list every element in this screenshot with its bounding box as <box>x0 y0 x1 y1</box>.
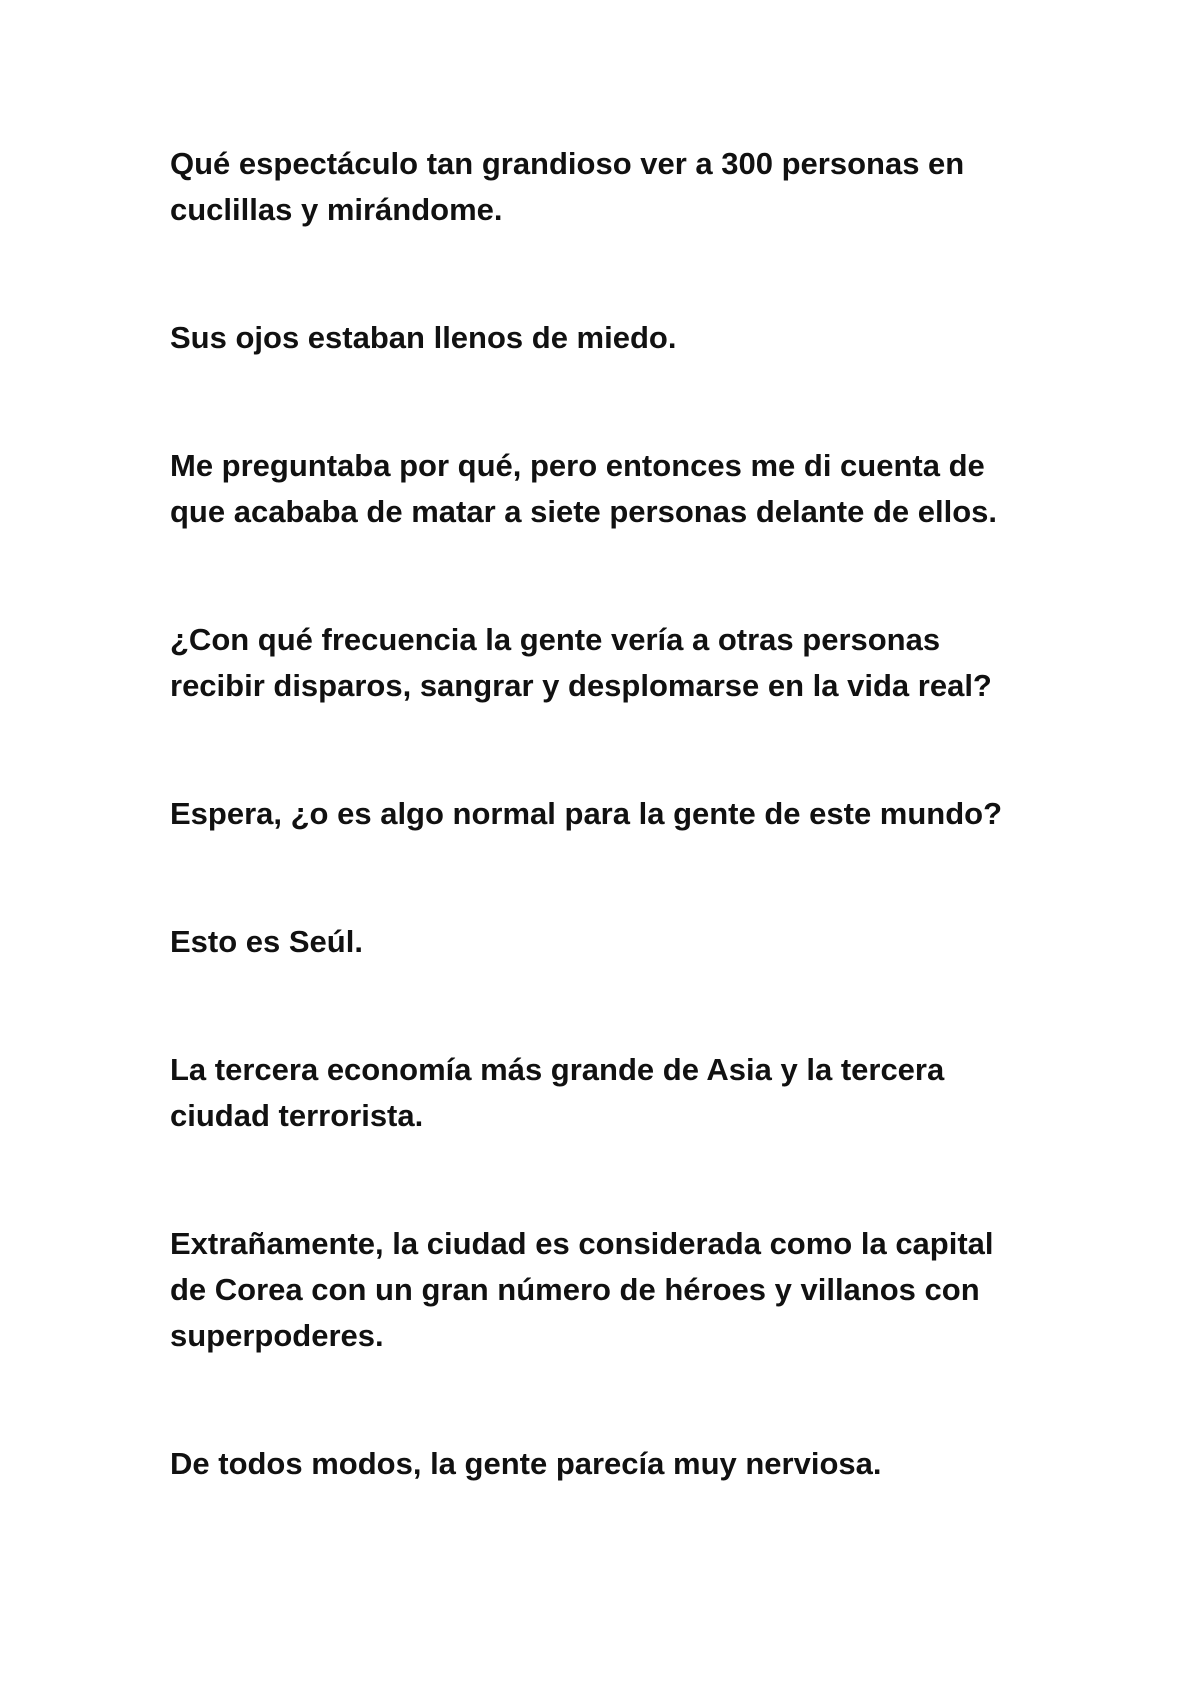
paragraph-line: Me preguntaba por qué, pero entonces me di cuenta de <box>170 448 985 483</box>
paragraph-2 <box>170 315 1050 361</box>
paragraph-8 <box>170 1221 1050 1359</box>
paragraph-line: Qué espectáculo tan grandioso ver a 300 personas en <box>170 146 965 181</box>
paragraph-4 <box>170 617 1050 709</box>
paragraph-line: La tercera economía más grande de Asia y la tercera <box>170 1052 945 1087</box>
paragraph-line: de Corea con un gran número de héroes y villanos con <box>170 1272 980 1307</box>
paragraph-line: cuclillas y mirándome. <box>170 192 503 227</box>
paragraph-6 <box>170 919 1050 965</box>
paragraph-line: Extrañamente, la ciudad es considerada como la capital <box>170 1226 994 1261</box>
paragraph-line: Sus ojos estaban llenos de miedo. <box>170 320 677 355</box>
paragraph-line: superpoderes. <box>170 1318 384 1353</box>
paragraph-line: De todos modos, la gente parecía muy nerviosa. <box>170 1446 882 1481</box>
paragraph-line: que acababa de matar a siete personas delante de ellos. <box>170 494 998 529</box>
paragraph-line: Espera, ¿o es algo normal para la gente de este mundo? <box>170 796 1003 831</box>
paragraph-line: Esto es Seúl. <box>170 924 363 959</box>
paragraph-1 <box>170 141 1050 233</box>
paragraph-line: recibir disparos, sangrar y desplomarse en la vida real? <box>170 668 992 703</box>
paragraph-7 <box>170 1047 1050 1139</box>
paragraph-3 <box>170 443 1050 535</box>
paragraph-line: ciudad terrorista. <box>170 1098 424 1133</box>
paragraph-9 <box>170 1441 1050 1487</box>
paragraph-5 <box>170 791 1050 837</box>
paragraph-line: ¿Con qué frecuencia la gente vería a otras personas <box>170 622 941 657</box>
